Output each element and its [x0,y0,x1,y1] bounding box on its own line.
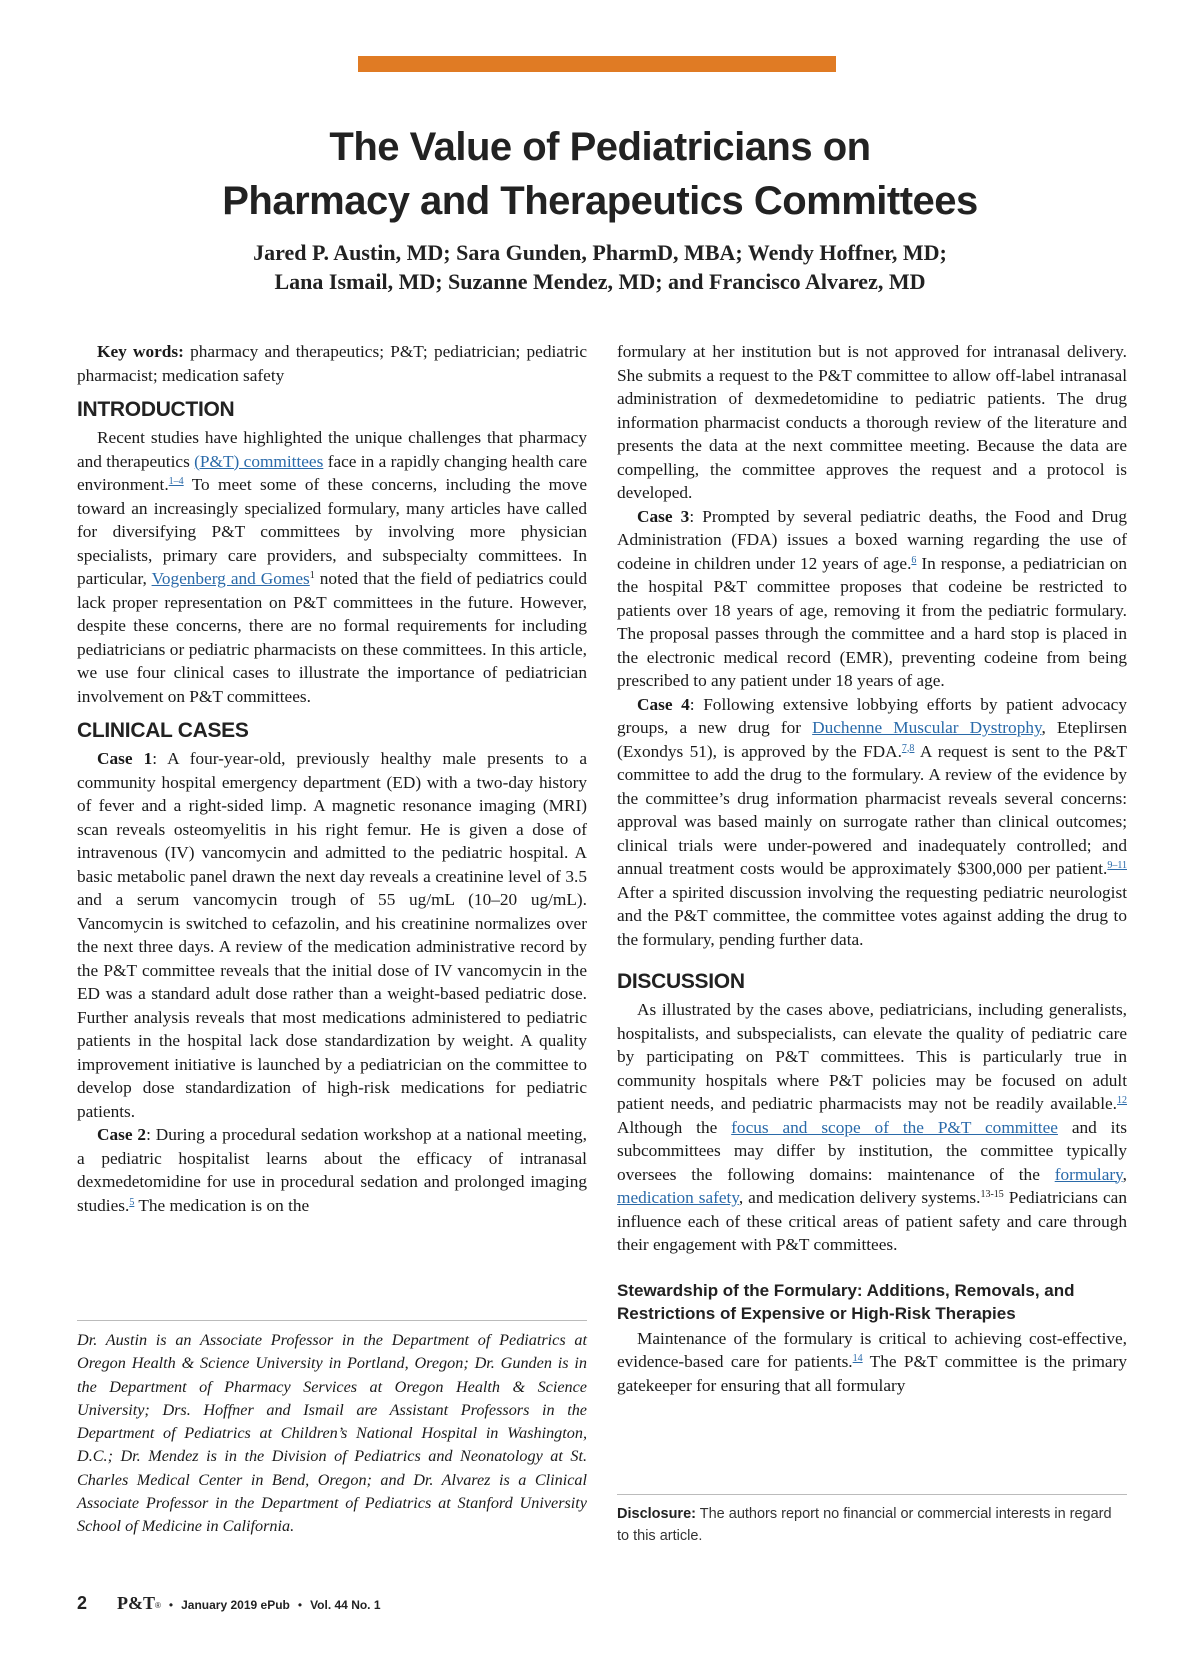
discussion-paragraph [617,998,1127,1257]
introduction-paragraph [77,426,587,708]
case-4-text-b: , Eteplirsen (Exondys 51), is approved by the FDA. [617,718,1127,761]
case-3-label: Case 3 [637,506,690,526]
pt-committees-link[interactable]: (P&T) committees [194,451,324,471]
discussion-text-1: As illustrated by the cases above, pediatricians, including generalists, hospitalists, and subspecialists, can elevate the quality of pediatric care by participating on P&T committees. This is particularly true in community hospitals where P&T policies may be focused on adult patient needs, and pediatric pharmacists may not be readily available. [617,1000,1127,1113]
left-column [77,340,587,1217]
discussion-heading: DISCUSSION [617,970,745,993]
reference-14[interactable]: 14 [852,1353,863,1364]
disclosure-label: Disclosure: [617,1506,696,1522]
case-4-text-c: A request is sent to the P&T committee to add the drug to the formulary. A review of the evidence by the committee’s drug information pharmacist reveals several concerns: approval was based mainly on surrogate rather than clinical outcomes; clinical trials were under-powered and inadequately controlled; and annual treatment costs would be approximately $300,000 per patient. [617,741,1127,878]
stewardship-text-1: Maintenance of the formulary is critical to achieving cost-effective, evidence-based care for patients. [617,1328,1127,1371]
case-1-paragraph [77,747,587,1123]
authors-line-2: Lana Ismail, MD; Suzanne Mendez, MD; and Francisco Alvarez, MD [274,269,926,294]
clinical-cases-heading: CLINICAL CASES [77,719,249,742]
title-line-1: The Value of Pediatricians on [329,125,871,169]
reference-5[interactable]: 5 [129,1196,135,1208]
authors-line-1: Jared P. Austin, MD; Sara Gunden, PharmD, MBA; Wendy Hoffner, MD; [253,240,947,265]
stewardship-heading: Stewardship of the Formulary: Additions, Removals, and Restrictions of Expensive or High-Risk Therapies [617,1280,1075,1323]
author-list [0,238,1200,296]
case-2-text-b-start: The medication is on the [134,1195,310,1215]
stewardship-paragraph [617,1327,1127,1398]
journal-name: P&T [117,1593,156,1613]
introduction-heading: INTRODUCTION [77,398,235,421]
author-affiliations-footnote: Dr. Austin is an Associate Professor in the Department of Pediatrics at Oregon Health & Science University in Portland, Oregon; Dr. Gunden is in the Department of Pharmacy Services at Oregon Health & Science University; Drs. Hoffner and Ismail are Assistant Professors in the Department of Pediatrics at Children’s National Hospital in Washington, D.C.; Dr. Mendez is in the Division of Pediatrics and Neonatology at St. Charles Medical Center in Bend, Oregon; and Dr. Alvarez is a Clinical Associate Professor in the Department of Pediatrics at Stanford University School of Medicine in California. [77,1320,587,1539]
disclosure-text: The authors report no financial or commercial interests in regard to this article. [617,1506,1112,1544]
case-1-label: Case 1 [97,749,153,768]
stewardship-text-2: The P&T committee is the primary gatekeeper for ensuring that all formulary [617,1352,1127,1395]
reference-1: 1 [309,570,315,581]
reference-7-8[interactable]: 7,8 [901,742,915,754]
article-title [0,120,1200,228]
keywords-label: Key words: [97,342,184,361]
reference-13-15: 13-15 [980,1189,1004,1200]
reference-6[interactable]: 6 [911,554,917,566]
case-4-text-a: : Following extensive lobbying efforts by patient advocacy groups, a new drug for [617,694,1127,737]
accent-bar [358,56,836,72]
footer-bullet-2: • [297,1598,303,1612]
case-2-continued [617,340,1127,505]
medication-safety-link[interactable]: medication safety [617,1188,739,1207]
vogenberg-gomes-link[interactable]: Vogenberg and Gomes [151,569,310,588]
case-3-text-b: In response, a pediatrician on the hospital P&T committee proposes that codeine be restricted to patients over 18 years of age, removing it from the pediatric formulary. The proposal passes through the committee and a hard stop is placed in the electronic medical record (EMR), preventing codeine from being prescribed to any patient under 18 years of age. [617,553,1127,690]
reference-9-11[interactable]: 9–11 [1107,860,1127,871]
title-line-2: Pharmacy and Therapeutics Committees [222,179,978,223]
case-4-text-d: After a spirited discussion involving the requesting pediatric neurologist and the P&T committee, the committee votes against adding the drug to the formulary, pending further data. [617,882,1127,949]
disclosure-note [617,1494,1127,1547]
formulary-link[interactable]: formulary [1054,1164,1123,1184]
right-column [617,340,1127,1397]
discussion-text-3: and its subcommittees may differ by institution, the committee typically oversees the following domains: maintenance of the [617,1117,1127,1184]
reference-12[interactable]: 12 [1117,1095,1127,1106]
reference-1-4[interactable]: 1–4 [168,476,184,487]
intro-text-4: noted that the field of pediatrics could lack proper representation on P&T committees in the future. However, despite these concerns, there are no formal requirements for including pediatricians or pediatric pharmacists on these committees. In this article, we use four clinical cases to illustrate the importance of pediatrician involvement on P&T committees. [77,569,588,706]
intro-text-2: face in a rapidly changing health care environment. [77,451,588,494]
case-4-label: Case 4 [637,694,690,714]
duchenne-link[interactable]: Duchenne Muscular Dystrophy [812,718,1042,737]
issue-date: January 2019 ePub [181,1598,290,1612]
discussion-text-5: , and medication delivery systems. [738,1188,981,1207]
case-3-text-a: : Prompted by several pediatric deaths, the Food and Drug Administration (FDA) issues a boxed warning regarding the use of codeine in children under 12 years of age. [617,506,1127,573]
intro-text-3: To meet some of these concerns, including the move toward an increasingly specialized formulary, many articles have called for diversifying P&T committees by involving more physician specialists, primary care providers, and subspecialty committees. In particular, [77,475,587,588]
case-2-paragraph [77,1123,587,1217]
case-4-paragraph [617,693,1127,952]
case-2-label: Case 2 [97,1125,147,1144]
page-number: 2 [77,1593,88,1613]
keywords [77,340,587,387]
volume-issue: Vol. 44 No. 1 [310,1598,381,1612]
discussion-text-6: Pediatricians can influence each of these critical areas of patient safety and care through their engagement with P&T committees. [617,1188,1127,1254]
discussion-text-4: , [1122,1164,1127,1184]
focus-scope-link[interactable]: focus and scope of the P&T committee [731,1117,1058,1137]
case-2-text-a: : During a procedural sedation workshop at a national meeting, a pediatric hospitalist learns about the efficacy of intranasal dexmedetomidine for use in procedural sedation and prolonged imaging studies. [77,1125,587,1215]
case-2-text-b: formulary at her institution but is not approved for intranasal delivery. She submits a request to the P&T committee to allow off-label intranasal administration of dexmedetomidine to pediatric patients. The drug information pharmacist conducts a thorough review of the literature and presents the data at the next committee meeting. Because the data are compelling, the committee approves the request and a protocol is developed. [617,342,1127,502]
intro-text-1: Recent studies have highlighted the unique challenges that pharmacy and therapeutics [77,428,587,471]
registered-mark: ® [155,1601,161,1610]
footer-bullet-1: • [168,1598,174,1612]
discussion-text-2: Although the [617,1117,732,1137]
case-1-text: : A four-year-old, previously healthy male presents to a community hospital emergency department (ED) with a two-day history of fever and a right-sided limp. A magnetic resonance imaging (MRI) scan reveals osteomyelitis in his right femur. He is given a dose of intravenous (IV) vancomycin and admitted to the pediatric hospital. A basic metabolic panel drawn the next day reveals a creatinine level of 3.5 and a serum vancomycin trough of 55 ug/mL (10–20 ug/mL). Vancomycin is switched to cefazolin, and his creatinine normalizes over the next three days. A review of the medication administrative record by the P&T committee reveals that the initial dose of IV vancomycin in the ED was a standard adult dose rather than a weight-based pediatric dose. Further analysis reveals that most medications administered to pediatric patients in the hospital lack dose standardization by weight. A quality improvement initiative is launched by a pediatrician on the committee to develop dose standardization of high-risk medications for pediatric patients. [77,749,588,1121]
page-footer [77,1593,381,1614]
keywords-text: pharmacy and therapeutics; P&T; pediatrician; pediatric pharmacist; medication safety [77,342,587,385]
case-3-paragraph [617,505,1127,693]
